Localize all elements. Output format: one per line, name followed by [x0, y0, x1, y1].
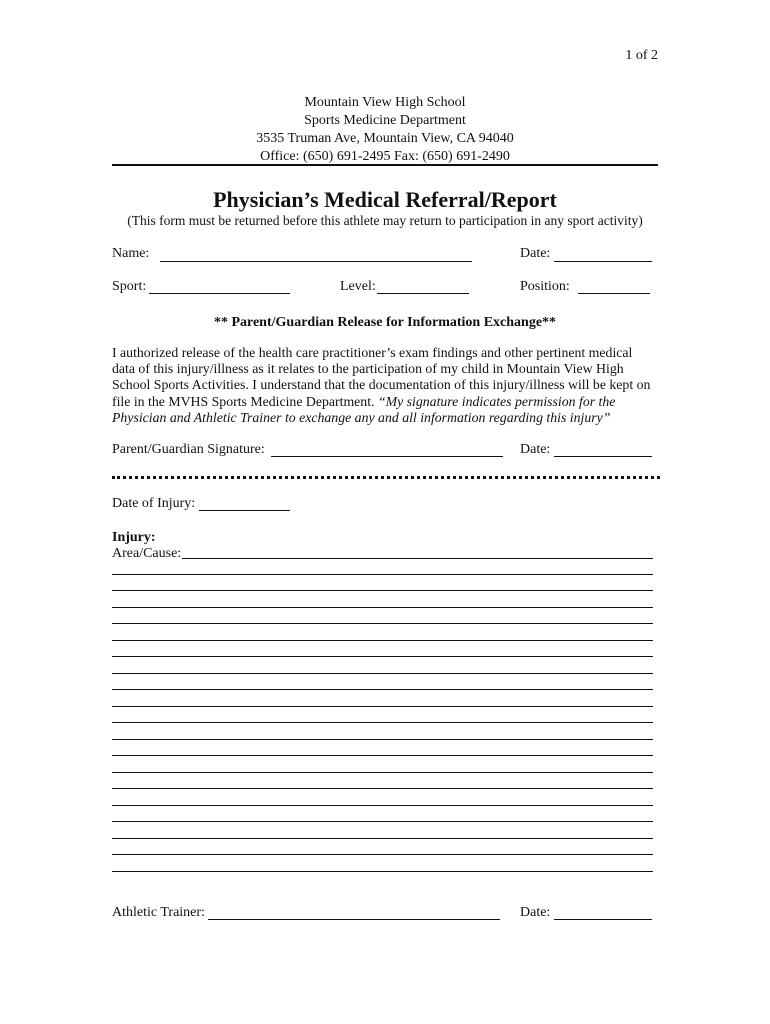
- release-paragraph: [112, 345, 658, 426]
- form-title: Physician’s Medical Referral/Report: [213, 187, 557, 212]
- parent-date-field[interactable]: [554, 456, 652, 457]
- parent-signature-field[interactable]: [271, 456, 503, 457]
- writing-line[interactable]: [112, 689, 653, 690]
- athletic-trainer-label: Athletic Trainer:: [112, 905, 205, 920]
- writing-line[interactable]: [112, 739, 653, 740]
- writing-line[interactable]: [112, 788, 653, 789]
- parent-signature-label: Parent/Guardian Signature:: [112, 442, 265, 457]
- writing-line[interactable]: [112, 607, 653, 608]
- level-label: Level:: [340, 279, 376, 294]
- writing-line[interactable]: [112, 590, 653, 591]
- athletic-trainer-field[interactable]: [208, 919, 500, 920]
- level-field[interactable]: [377, 293, 469, 294]
- area-cause-field[interactable]: [182, 558, 653, 559]
- writing-line[interactable]: [112, 706, 653, 707]
- name-field[interactable]: [160, 261, 472, 262]
- dotted-separator: [112, 476, 660, 479]
- writing-line[interactable]: [112, 805, 653, 806]
- header-rule: [112, 164, 658, 166]
- writing-line[interactable]: [112, 838, 653, 839]
- position-label: Position:: [520, 279, 570, 294]
- writing-line[interactable]: [112, 772, 653, 773]
- date-label: Date:: [520, 246, 551, 261]
- writing-line[interactable]: [112, 673, 653, 674]
- injury-heading: Injury:: [112, 530, 156, 545]
- release-title: ** Parent/Guardian Release for Information Exchange**: [213, 315, 557, 330]
- writing-line[interactable]: [112, 623, 653, 624]
- school-name: Mountain View High School: [304, 95, 466, 110]
- release-italic-text: “My signature indicates permission for the Physician and Athletic Trainer to exchange any and all information regarding this injury”: [112, 393, 616, 425]
- writing-line[interactable]: [112, 755, 653, 756]
- release-text: I authorized release of the health care practitioner’s exam findings and other pertinent medical data of this injury/illness as it relates to the participation of my child in Mountain View High School Sports Activities. I understand that the documentation of this injury/illness will be kept on file in the MVHS Sports Medicine Department.: [112, 345, 651, 409]
- page-number: 1 of 2: [625, 48, 658, 63]
- date-of-injury-label: Date of Injury:: [112, 496, 196, 511]
- address: 3535 Truman Ave, Mountain View, CA 94040: [256, 131, 514, 146]
- form-subtitle: (This form must be returned before this athlete may return to participation in any sport activity): [127, 213, 643, 228]
- writing-line[interactable]: [112, 640, 653, 641]
- sport-field[interactable]: [149, 293, 290, 294]
- writing-line[interactable]: [112, 854, 653, 855]
- date-field[interactable]: [554, 261, 652, 262]
- phone-fax: Office: (650) 691-2495 Fax: (650) 691-2490: [260, 149, 510, 164]
- writing-line[interactable]: [112, 574, 653, 575]
- area-cause-label: Area/Cause:: [112, 546, 182, 561]
- parent-date-label: Date:: [520, 442, 551, 457]
- writing-line[interactable]: [112, 722, 653, 723]
- writing-line[interactable]: [112, 871, 653, 872]
- writing-line[interactable]: [112, 656, 653, 657]
- trainer-date-label: Date:: [520, 905, 551, 920]
- name-label: Name:: [112, 246, 150, 261]
- department-name: Sports Medicine Department: [304, 113, 466, 128]
- sport-label: Sport:: [112, 279, 147, 294]
- trainer-date-field[interactable]: [554, 919, 652, 920]
- date-of-injury-field[interactable]: [199, 510, 290, 511]
- writing-line[interactable]: [112, 821, 653, 822]
- position-field[interactable]: [578, 293, 650, 294]
